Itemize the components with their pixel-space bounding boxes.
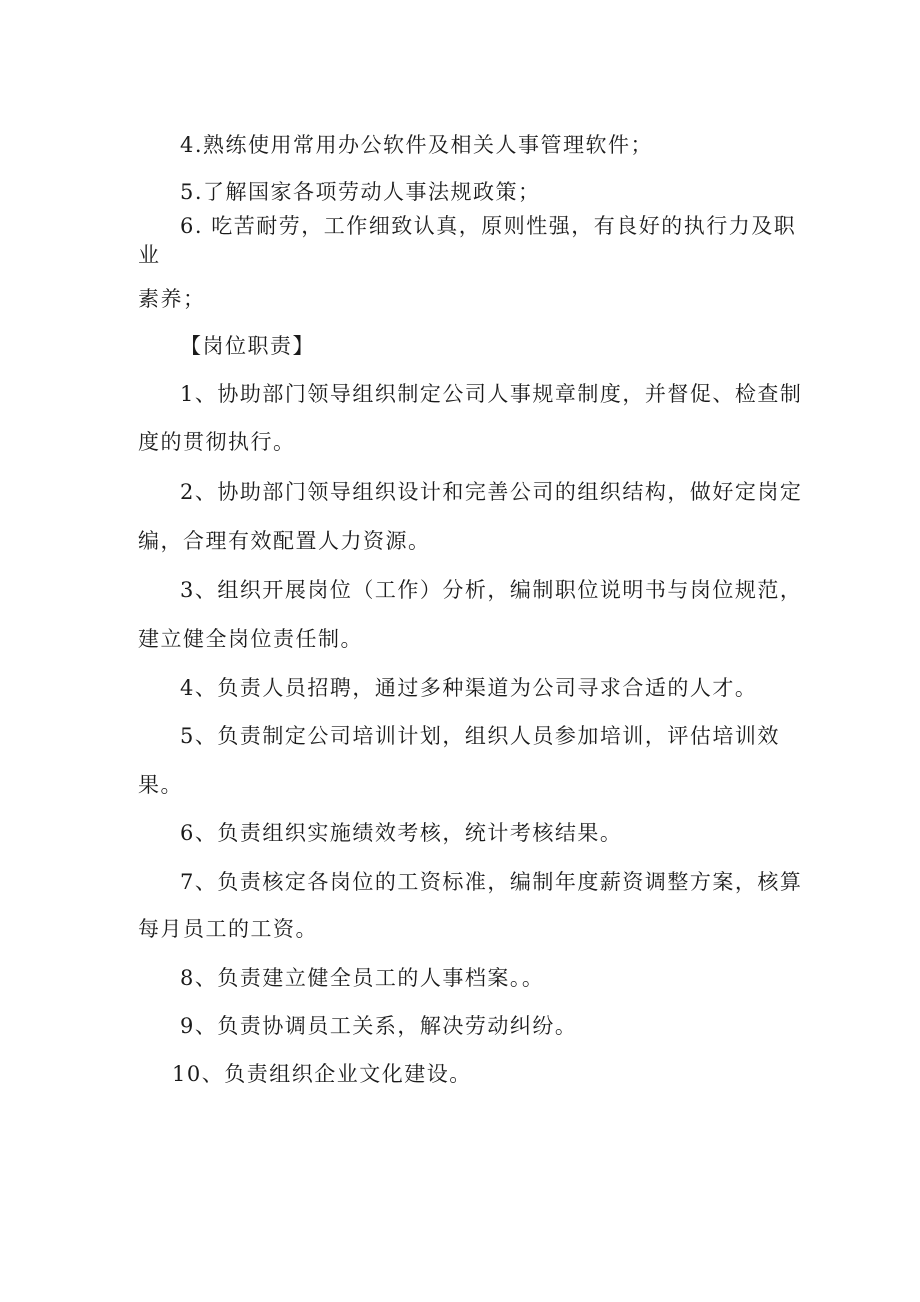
duty-6: 6、负责组织实施绩效考核，统计考核结果。: [180, 821, 623, 845]
requirement-4: 4.熟练使用常用办公软件及相关人事管理软件；: [180, 133, 654, 157]
duty-1-cont: 度的贯彻执行。: [138, 430, 296, 454]
duty-2: 2、协助部门领导组织设计和完善公司的组织结构，做好定岗定: [180, 480, 803, 504]
section-heading: 【岗位职责】: [180, 334, 315, 358]
duty-5-cont: 果。: [138, 773, 183, 797]
duty-7-cont: 每月员工的工资。: [138, 917, 318, 941]
duty-10: 10、负责组织企业文化建设。: [172, 1062, 472, 1086]
duty-7: 7、负责核定各岗位的工资标准，编制年度薪资调整方案，核算: [180, 870, 803, 894]
duty-5: 5、负责制定公司培训计划，组织人员参加培训，评估培训效: [180, 724, 780, 748]
duty-3: 3、组织开展岗位（工作）分析，编制职位说明书与岗位规范，: [180, 578, 803, 602]
duty-9: 9、负责协调员工关系，解决劳动纠纷。: [180, 1014, 578, 1038]
requirement-6-cont: 素养；: [138, 287, 206, 311]
requirement-5: 5.了解国家各项劳动人事法规政策；: [180, 180, 541, 204]
duty-1: 1、协助部门领导组织制定公司人事规章制度，并督促、检查制: [180, 382, 803, 406]
requirement-6-wrap: 业: [138, 243, 161, 267]
duty-8: 8、负责建立健全员工的人事档案。。: [180, 966, 545, 990]
duty-2-cont: 编，合理有效配置人力资源。: [138, 529, 431, 553]
duty-4: 4、负责人员招聘，通过多种渠道为公司寻求合适的人才。: [180, 676, 758, 700]
requirement-6: 6. 吃苦耐劳，工作细致认真，原则性强，有良好的执行力及职: [180, 214, 797, 238]
duty-3-cont: 建立健全岗位责任制。: [138, 627, 363, 651]
